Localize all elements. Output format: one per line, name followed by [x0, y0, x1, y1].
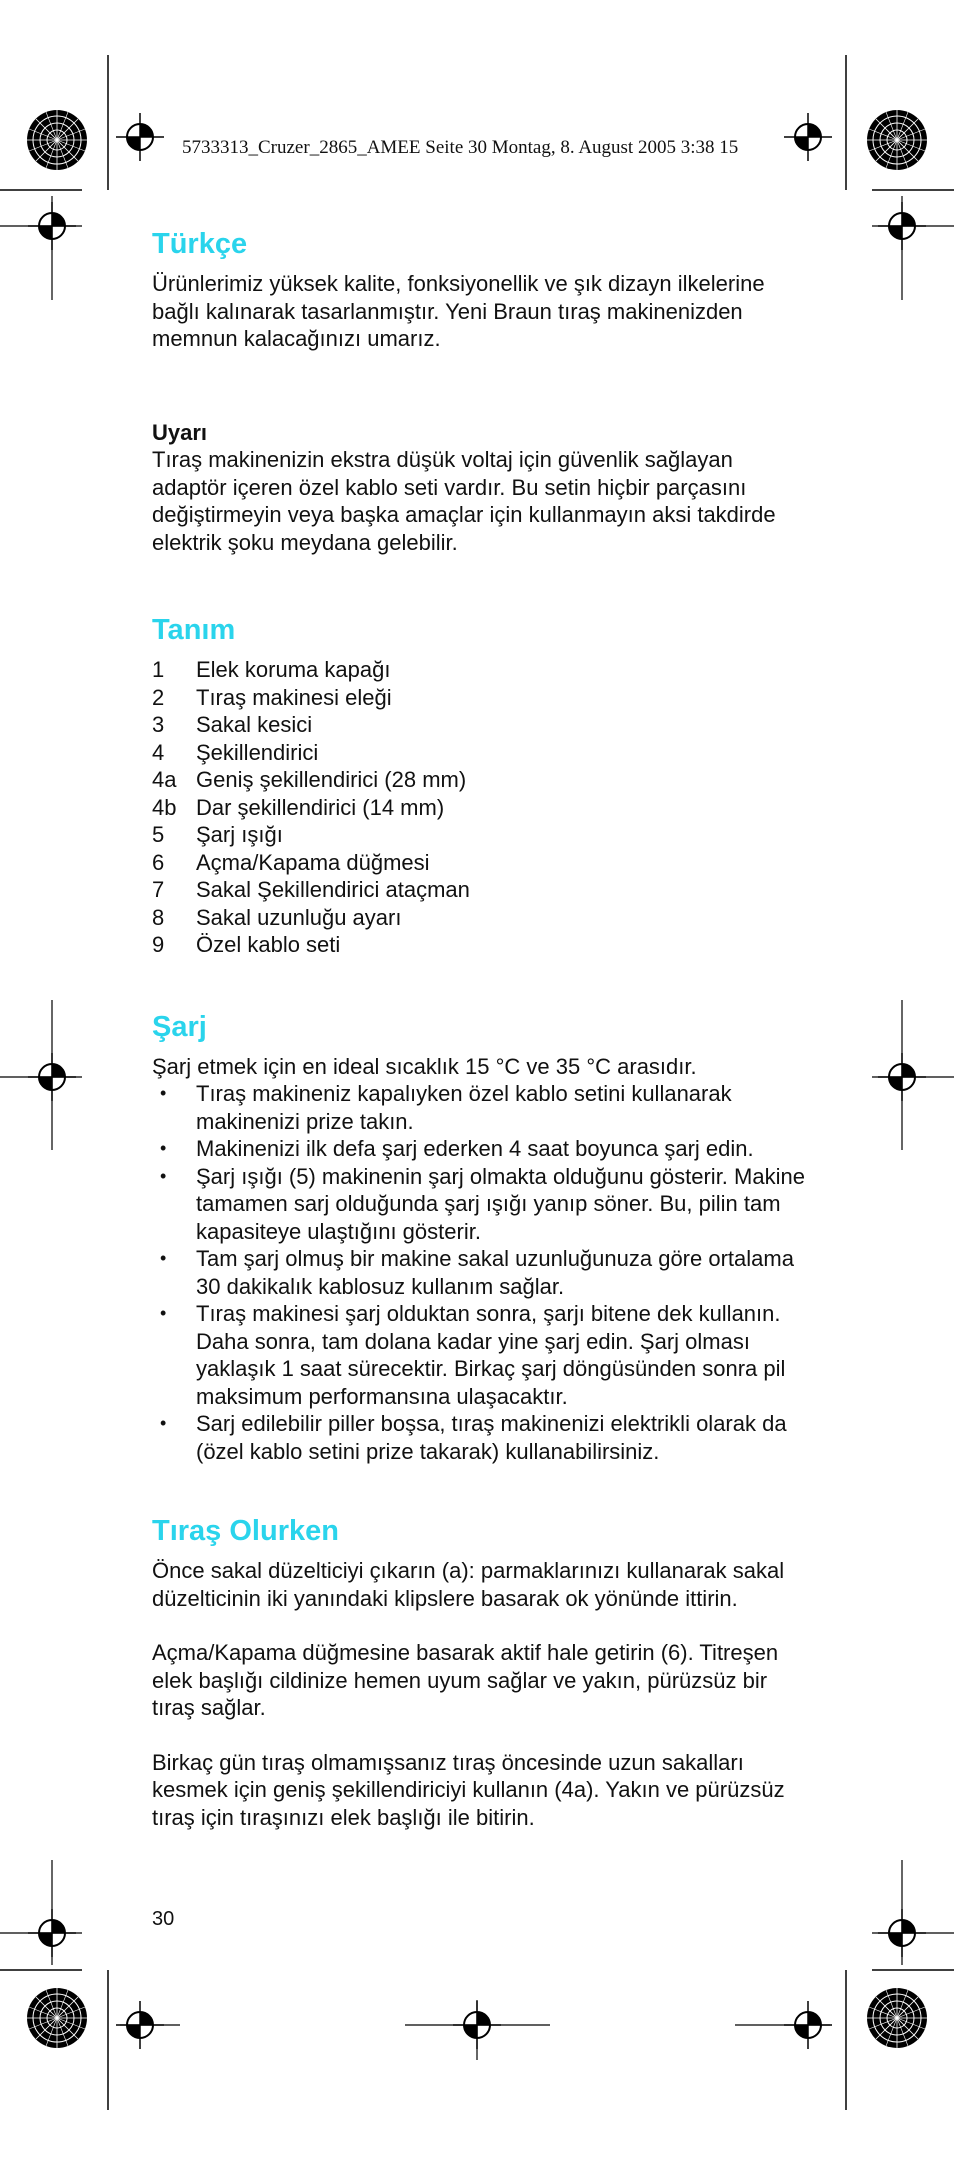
list-item: [152, 1300, 812, 1410]
list-item: [152, 1080, 812, 1135]
charging-list: [152, 1080, 812, 1465]
part-number: 4b: [152, 794, 177, 820]
list-item: [152, 1135, 812, 1163]
shaving-heading: Tıraş Olurken: [152, 1515, 339, 1547]
part-label: Geniş şekillendirici (28 mm): [196, 767, 467, 792]
part-number: 6: [152, 849, 165, 875]
list-item: [152, 656, 812, 684]
parts-list: [152, 656, 812, 959]
list-item: [152, 794, 812, 822]
intro-section: [152, 226, 812, 353]
list-item: [152, 904, 812, 932]
list-item: [152, 711, 812, 739]
bullet-icon: •: [160, 1303, 167, 1323]
charging-heading: Şarj: [152, 1010, 207, 1043]
bullet-icon: •: [160, 1248, 167, 1268]
parts-section: [152, 612, 812, 959]
part-label: Özel kablo seti: [196, 932, 341, 957]
paragraph-spacer: [152, 1612, 812, 1639]
bullet-icon: •: [160, 1165, 167, 1186]
part-label: Sakal kesici: [196, 712, 313, 737]
bullet-text: Tam şarj olmuş bir makine sakal uzunluğunuza göre ortalama 30 dakikalık kablosuz kullanım sağlar.: [196, 1246, 794, 1299]
list-item: [152, 931, 812, 959]
part-number: 4a: [152, 767, 177, 792]
bullet-icon: •: [160, 1413, 167, 1433]
part-label: Sakal Şekillendirici ataçman: [196, 877, 470, 902]
bullet-text: Tıraş makineniz kapalıyken özel kablo setini kullanarak makinenizi prize takın.: [196, 1081, 732, 1134]
intro-heading: Türkçe: [152, 228, 248, 260]
part-label: Şarj ışığı: [196, 822, 283, 847]
part-label: Sakal uzunluğu ayarı: [196, 904, 402, 930]
list-item: [152, 821, 812, 849]
bullet-icon: •: [160, 1138, 167, 1158]
list-item: [152, 1410, 812, 1465]
part-number: 7: [152, 877, 165, 902]
bullet-text: Makinenizi ilk defa şarj ederken 4 saat boyunca şarj edin.: [196, 1136, 754, 1161]
warning-heading: Uyarı: [152, 419, 208, 445]
part-number: 3: [152, 712, 165, 737]
list-item: [152, 876, 812, 904]
shaving-section: [152, 1513, 812, 1831]
charging-intro: Şarj etmek için en ideal sıcaklık 15 °C ve 35 °C arasıdır.: [152, 1053, 697, 1079]
paragraph-spacer: [152, 1722, 812, 1749]
warning-paragraph: Tıraş makinenizin ekstra düşük voltaj için güvenlik sağlayan adaptör içeren özel kablo seti vardır. Bu setin hiçbir parçasını değiştirmeyin veya başka amaçlar için kullanmayın aksi takdirde elektrik şoku meydana gelebilir.: [152, 447, 776, 555]
warning-section: [152, 419, 812, 557]
part-label: Dar şekillendirici (14 mm): [196, 794, 445, 820]
list-item: [152, 766, 812, 794]
part-label: Açma/Kapama düğmesi: [196, 849, 430, 875]
list-item: [152, 1245, 812, 1300]
print-header-line: 5733313_Cruzer_2865_AMEE Seite 30 Montag, 8. August 2005 3:38 15: [182, 137, 739, 158]
part-label: Şekillendirici: [196, 739, 319, 765]
part-number: 1: [152, 657, 165, 682]
part-number: 2: [152, 684, 165, 710]
part-number: 8: [152, 904, 165, 930]
document-body: [152, 226, 812, 1831]
part-number: 9: [152, 932, 165, 957]
bullet-text: Sarj edilebilir piller boşsa, tıraş makinenizi elektrikli olarak da (özel kablo setini prize takarak) kullanabilirsiniz.: [196, 1411, 787, 1464]
list-item: [152, 849, 812, 877]
charging-section: [152, 1009, 812, 1466]
list-item: [152, 684, 812, 712]
part-label: Elek koruma kapağı: [196, 657, 391, 682]
shaving-paragraph: Birkaç gün tıraş olmamışsanız tıraş öncesinde uzun sakalları kesmek için geniş şekillendiriciyi kullanın (4a). Yakın ve pürüzsüz tıraş için tıraşınızı elek başlığı ile bitirin.: [152, 1749, 785, 1830]
bullet-text: Tıraş makinesi şarj olduktan sonra, şarjı bitene dek kullanın. Daha sonra, tam dolana kadar yine şarj edin. Şarj olması yaklaşık 1 saat sürecektir. Birkaç şarj döngüsünden sonra pil maksimum performansına ulaşacaktır.: [196, 1301, 786, 1409]
intro-paragraph: Ürünlerimiz yüksek kalite, fonksiyonellik ve şık dizayn ilkelerine bağlı kalınarak tasarlanmıştır. Yeni Braun tıraş makinenizden memnun kalacağınızı umarız.: [152, 271, 765, 351]
bullet-text: Şarj ışığı (5) makinenin şarj olmakta olduğunu gösterir. Makine tamamen sarj olduğunda şarj ışığı yanıp söner. Bu, pilin tam kapasiteye ulaştığını gösterir.: [196, 1163, 805, 1244]
bullet-icon: •: [160, 1083, 167, 1103]
part-number: 4: [152, 739, 165, 765]
list-item: [152, 739, 812, 767]
parts-heading: Tanım: [152, 614, 236, 646]
list-item: [152, 1163, 812, 1246]
shaving-paragraph: Önce sakal düzelticiyi çıkarın (a): parmaklarınızı kullanarak sakal düzelticinin iki yanındaki klipslere basarak ok yönünde ittirin.: [152, 1558, 785, 1611]
page-number: 30: [152, 1908, 175, 1930]
part-label: Tıraş makinesi eleği: [196, 684, 392, 710]
part-number: 5: [152, 822, 165, 847]
shaving-paragraph: Açma/Kapama düğmesine basarak aktif hale getirin (6). Titreşen elek başlığı cildinize hemen uyum sağlar ve yakın, pürüzsüz bir tıraş sağlar.: [152, 1640, 779, 1720]
